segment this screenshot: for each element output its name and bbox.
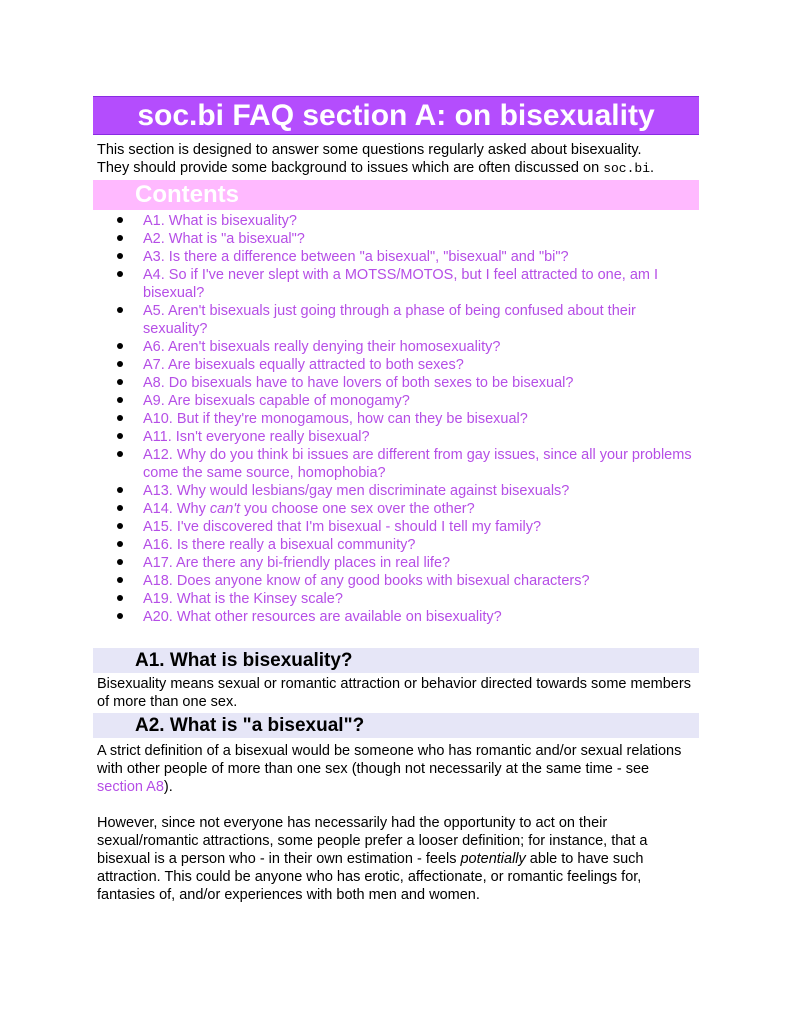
bullet-icon — [117, 217, 123, 223]
toc-link[interactable]: A4. So if I've never slept with a MOTSS/MOTOS, but I feel attracted to one, am I bisexual? — [143, 267, 659, 301]
toc-link[interactable]: A18. Does anyone know of any good books with bisexual characters? — [143, 573, 590, 589]
bullet-icon — [117, 613, 123, 619]
toc-item[interactable] — [93, 608, 699, 626]
bullet-icon — [117, 595, 123, 601]
toc-item[interactable] — [93, 410, 699, 428]
intro-line2: They should provide some background to issues which are often discussed on — [97, 160, 604, 176]
bullet-icon — [117, 271, 123, 277]
a2-p1-text: A strict definition of a bisexual would be someone who has romantic and/or sexual relations with other people of more than one sex (though not necessarily at the same time - see — [97, 743, 682, 777]
toc-link-a14[interactable] — [143, 501, 475, 517]
toc-item[interactable] — [93, 446, 699, 482]
toc-a14-pre: A14. Why — [143, 501, 210, 517]
bullet-icon — [117, 433, 123, 439]
toc-item[interactable] — [93, 428, 699, 446]
toc-item[interactable] — [93, 392, 699, 410]
bullet-icon — [117, 253, 123, 259]
section-a2-heading: A2. What is "a bisexual"? — [93, 713, 699, 738]
contents-heading: Contents — [93, 180, 699, 210]
toc-item[interactable] — [93, 590, 699, 608]
toc-item[interactable] — [93, 302, 699, 338]
bullet-icon — [117, 541, 123, 547]
toc-link[interactable]: A17. Are there any bi-friendly places in real life? — [143, 555, 451, 571]
section-a8-link[interactable]: section A8 — [97, 779, 164, 795]
toc-item[interactable] — [93, 356, 699, 374]
toc-item[interactable] — [93, 554, 699, 572]
bullet-icon — [117, 235, 123, 241]
bullet-icon — [117, 343, 123, 349]
bullet-icon — [117, 379, 123, 385]
toc-item[interactable] — [93, 338, 699, 356]
bullet-icon — [117, 415, 123, 421]
toc-link[interactable]: A12. Why do you think bi issues are different from gay issues, since all your problems come the same source, homophobia? — [143, 447, 692, 481]
section-a1-heading: A1. What is bisexuality? — [93, 648, 699, 673]
toc-item[interactable] — [93, 536, 699, 554]
bullet-icon — [117, 397, 123, 403]
bullet-icon — [117, 559, 123, 565]
intro-line1: This section is designed to answer some questions regularly asked about bisexuality. — [97, 142, 642, 158]
toc-item[interactable] — [93, 212, 699, 230]
toc-link[interactable]: A16. Is there really a bisexual community? — [143, 537, 416, 553]
toc-item[interactable] — [93, 248, 699, 266]
bullet-icon — [117, 361, 123, 367]
toc-item[interactable] — [93, 374, 699, 392]
toc-link[interactable]: A15. I've discovered that I'm bisexual - should I tell my family? — [143, 519, 542, 535]
toc-a14-post: you choose one sex over the other? — [240, 501, 475, 517]
toc-link[interactable]: A5. Aren't bisexuals just going through a phase of being confused about their sexuality? — [143, 303, 636, 337]
bullet-icon — [117, 577, 123, 583]
toc-item[interactable] — [93, 230, 699, 248]
faq-page — [93, 96, 699, 904]
toc-link[interactable]: A6. Aren't bisexuals really denying their homosexuality? — [143, 339, 501, 355]
toc-item[interactable] — [93, 518, 699, 536]
bullet-icon — [117, 307, 123, 313]
a2-p2-end: able to have such attraction. This could be anyone who has erotic, affectionate, or romantic feelings for, fantasies of, and/or experiences with both men and women. — [97, 851, 644, 903]
toc-item[interactable] — [93, 482, 699, 500]
newsgroup-code: soc.bi — [603, 161, 650, 176]
toc-link[interactable]: A3. Is there a difference between "a bisexual", "bisexual" and "bi"? — [143, 249, 569, 265]
a2-p2-text: However, since not everyone has necessarily had the opportunity to act on their sexual/romantic attractions, some people prefer a looser definition; for instance, that a bisexual is a person who - in their own estimation - feels — [97, 815, 648, 867]
bullet-icon — [117, 523, 123, 529]
intro-text — [97, 141, 699, 178]
toc-item[interactable] — [93, 266, 699, 302]
toc-link[interactable]: A7. Are bisexuals equally attracted to both sexes? — [143, 357, 464, 373]
toc-link[interactable]: A13. Why would lesbians/gay men discriminate against bisexuals? — [143, 483, 570, 499]
toc-link[interactable]: A2. What is "a bisexual"? — [143, 231, 305, 247]
section-a1-text: Bisexuality means sexual or romantic attraction or behavior directed towards some members of more than one sex. — [97, 676, 691, 710]
toc-item[interactable] — [93, 500, 699, 518]
page-title: soc.bi FAQ section A: on bisexuality — [93, 96, 699, 135]
intro-line2-end: . — [650, 160, 655, 176]
a2-p1-end: ). — [163, 779, 173, 795]
bullet-icon — [117, 505, 123, 511]
toc-link[interactable]: A20. What other resources are available on bisexuality? — [143, 609, 502, 625]
a2-p2-em: potentially — [460, 851, 526, 867]
toc-link[interactable]: A8. Do bisexuals have to have lovers of both sexes to be bisexual? — [143, 375, 574, 391]
toc-link[interactable]: A10. But if they're monogamous, how can they be bisexual? — [143, 411, 528, 427]
toc-link[interactable]: A9. Are bisexuals capable of monogamy? — [143, 393, 410, 409]
toc-link[interactable]: A1. What is bisexuality? — [143, 213, 297, 229]
table-of-contents — [93, 212, 699, 626]
toc-link[interactable]: A11. Isn't everyone really bisexual? — [143, 429, 370, 445]
bullet-icon — [117, 451, 123, 457]
section-a2-paragraph-2 — [97, 814, 697, 904]
toc-a14-em: can't — [209, 501, 241, 517]
toc-item[interactable] — [93, 572, 699, 590]
toc-link[interactable]: A19. What is the Kinsey scale? — [143, 591, 343, 607]
bullet-icon — [117, 487, 123, 493]
section-a2-paragraph-1 — [97, 742, 697, 796]
